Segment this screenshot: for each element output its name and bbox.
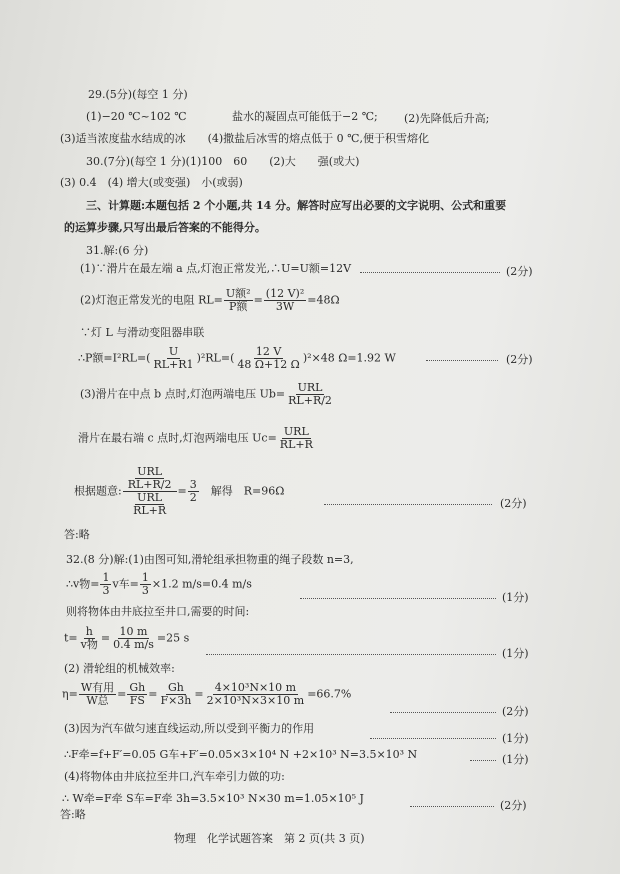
- leader-dots: [470, 760, 496, 761]
- leader-dots: [390, 712, 496, 713]
- step-text: ∴v物=: [66, 577, 100, 591]
- denominator: 2×10³N×3×10 m: [206, 694, 305, 707]
- step-text: =25 s: [156, 631, 190, 645]
- compound-fraction: [123, 466, 177, 517]
- q31-step-4: [78, 346, 396, 371]
- leader-dots: [324, 504, 492, 505]
- leader-dots: [206, 654, 496, 655]
- leader-dots: [426, 360, 498, 361]
- q32-step-2: 则将物体由井底拉至井口,需要的时间:: [66, 605, 250, 618]
- fraction: [278, 426, 315, 451]
- q31-step-3: ∵灯 L 与滑动变阻器串联: [80, 326, 205, 339]
- equals: =: [177, 484, 187, 498]
- step-text: )²RL=(: [196, 351, 235, 365]
- denominator: RL+R/2: [127, 478, 172, 491]
- fraction: [79, 626, 100, 651]
- denominator: RL+R: [279, 438, 313, 451]
- q31-heading: 31.解:(6 分): [86, 244, 149, 257]
- denominator: W总: [86, 694, 109, 707]
- numerator: W有用: [80, 681, 115, 694]
- numerator: 3: [189, 478, 197, 491]
- score-mark: (1分): [502, 732, 529, 745]
- fraction: [131, 492, 168, 517]
- fraction: [286, 382, 334, 407]
- q29-answer-3-4: (3)适当浓度盐水结成的冰 (4)撒盐后冰雪的熔点低于 0 ℃,便于积雪熔化: [60, 132, 429, 145]
- numerator: URL: [137, 465, 163, 478]
- step-text: 滑片在最右端 c 点时,灯泡两端电压 Uc=: [78, 431, 277, 445]
- section-3-instruction-cont: 的运算步骤,只写出最后答案的不能得分。: [64, 221, 266, 234]
- denominator: RL+R/2: [288, 394, 332, 407]
- q32-step-4: (2) 滑轮组的机械效率:: [64, 662, 175, 675]
- q32-step-6: (3)因为汽车做匀速直线运动,所以受到平衡力的作用: [64, 722, 315, 735]
- step-text: ∴P额=I²RL=(: [78, 351, 151, 365]
- fraction: [111, 626, 156, 651]
- denominator: 3W: [275, 300, 295, 313]
- denominator: P额: [229, 300, 248, 313]
- denominator: FS: [129, 694, 145, 707]
- leader-dots: [370, 738, 496, 739]
- numerator: (12 V)²: [265, 287, 305, 300]
- q32-step-1: [66, 572, 252, 597]
- step-text: 解得 R=96Ω: [210, 484, 285, 498]
- q31-answer: 答:略: [64, 528, 90, 541]
- q32-step-7: ∴F牵=f+F′=0.05 G车+F′=0.05×3×10⁴ N +2×10³ N=3.5×10³ N: [64, 748, 418, 761]
- fraction: [264, 288, 306, 313]
- fraction: [151, 346, 195, 371]
- fraction: [188, 479, 199, 504]
- score-mark: (2分): [500, 799, 527, 812]
- numerator: 1: [141, 571, 149, 584]
- step-text: =48Ω: [307, 293, 340, 307]
- q29-answer-2: (2)先降低后升高;: [404, 112, 490, 125]
- numerator: Gh: [129, 681, 146, 694]
- q31-step-2: [80, 288, 340, 313]
- q30-line-2: (3) 0.4 (4) 增大(或变强) 小(或弱): [60, 176, 243, 189]
- score-mark: (2分): [502, 705, 529, 718]
- q29-answer-1-note: 盐水的凝固点可能低于−2 ℃;: [232, 110, 378, 123]
- numerator: U额²: [225, 287, 251, 300]
- q29-answer-1: (1)−20 ℃~102 ℃: [86, 110, 187, 123]
- q32-step-5: η= $\frac{\text{W有用}}{\text{W总}}$ = $\frac{Gh}{FS}$ = $\frac{Gh}{F\times 3h}$ = $\frac{\text{4×10³N×10 m}}{\text{2×10³N×3×10 m}}$ =66.7%: [62, 681, 352, 707]
- leader-dots: [300, 598, 496, 599]
- equals: =: [253, 293, 263, 307]
- denominator: [128, 492, 171, 517]
- fraction: [205, 682, 307, 707]
- q32-step-9: ∴ W牵=F牵 S车=F牵 3h=3.5×10³ N×30 m=1.05×10⁵ J: [62, 792, 364, 805]
- denominator: 48 Ω+12 Ω: [237, 358, 300, 371]
- q31-step-7: [74, 466, 284, 517]
- numerator: h: [85, 625, 93, 638]
- q32-step-3: [64, 626, 189, 651]
- score-mark: (2分): [506, 353, 533, 366]
- numerator: 10 m: [119, 625, 148, 638]
- numerator: 1: [102, 571, 110, 584]
- denominator: 3: [102, 584, 110, 597]
- step-text: =66.7%: [307, 687, 352, 701]
- fraction: [79, 682, 116, 707]
- denominator: 2: [189, 491, 197, 504]
- fraction: [224, 288, 253, 313]
- fraction: [126, 466, 174, 491]
- denominator: RL+R1: [153, 358, 194, 371]
- numerator: URL: [297, 381, 323, 394]
- q32-answer: 答:略: [60, 808, 86, 821]
- numerator: U: [168, 345, 179, 358]
- page-footer: 物理 化学试题答案 第 2 页(共 3 页): [174, 832, 365, 845]
- q31-step-1: (1)∵滑片在最左端 a 点,灯泡正常发光,∴U=U额=12V: [80, 262, 352, 275]
- q29-heading: 29.(5分)(每空 1 分): [88, 88, 188, 101]
- step-text: (2)灯泡正常发光的电阻 RL=: [80, 293, 223, 307]
- step-text: 根据题意:: [74, 484, 122, 498]
- numerator: 4×10³N×10 m: [214, 681, 297, 694]
- score-mark: (1分): [502, 753, 529, 766]
- score-mark: (2分): [500, 497, 527, 510]
- q32-step-8: (4)将物体由井底拉至井口,汽车牵引力做的功:: [64, 770, 285, 783]
- numerator: URL: [283, 425, 309, 438]
- step-text: )²×48 Ω=1.92 W: [302, 351, 396, 365]
- numerator: 12 V: [255, 345, 282, 358]
- numerator: Gh: [167, 681, 184, 694]
- denominator: F×3h: [160, 694, 192, 707]
- step-text: η=: [62, 687, 78, 701]
- fraction: [158, 682, 193, 707]
- section-3-instruction: 三、计算题:本题包括 2 个小题,共 14 分。解答时应写出必要的文字说明、公式和重要: [86, 199, 507, 212]
- equals: =: [100, 631, 111, 645]
- leader-dots: [360, 272, 500, 273]
- numerator: [123, 466, 177, 492]
- denominator: 3: [141, 584, 149, 597]
- q31-step-6: [78, 426, 316, 451]
- fraction: [140, 572, 151, 597]
- step-text: (3)滑片在中点 b 点时,灯泡两端电压 Ub=: [80, 387, 286, 401]
- q31-step-5: [80, 382, 335, 407]
- score-mark: (2分): [506, 265, 533, 278]
- denominator: 0.4 m/s: [113, 638, 154, 651]
- numerator: URL: [137, 491, 163, 504]
- q32-heading: 32.(8 分)解:(1)由图可知,滑轮组承担物重的绳子段数 n=3,: [66, 553, 354, 566]
- fraction: [100, 572, 111, 597]
- leader-dots: [410, 806, 494, 807]
- step-text: v车=: [112, 577, 139, 591]
- denominator: v物: [80, 638, 98, 651]
- q30-line-1: 30.(7分)(每空 1 分)(1)100 60 (2)大 强(或大): [86, 155, 360, 168]
- step-text: ×1.2 m/s=0.4 m/s: [151, 577, 252, 591]
- score-mark: (1分): [502, 591, 529, 604]
- step-text: t=: [64, 631, 78, 645]
- denominator: RL+R: [133, 504, 167, 517]
- score-mark: (1分): [502, 647, 529, 660]
- fraction: [127, 682, 147, 707]
- fraction: [235, 346, 301, 371]
